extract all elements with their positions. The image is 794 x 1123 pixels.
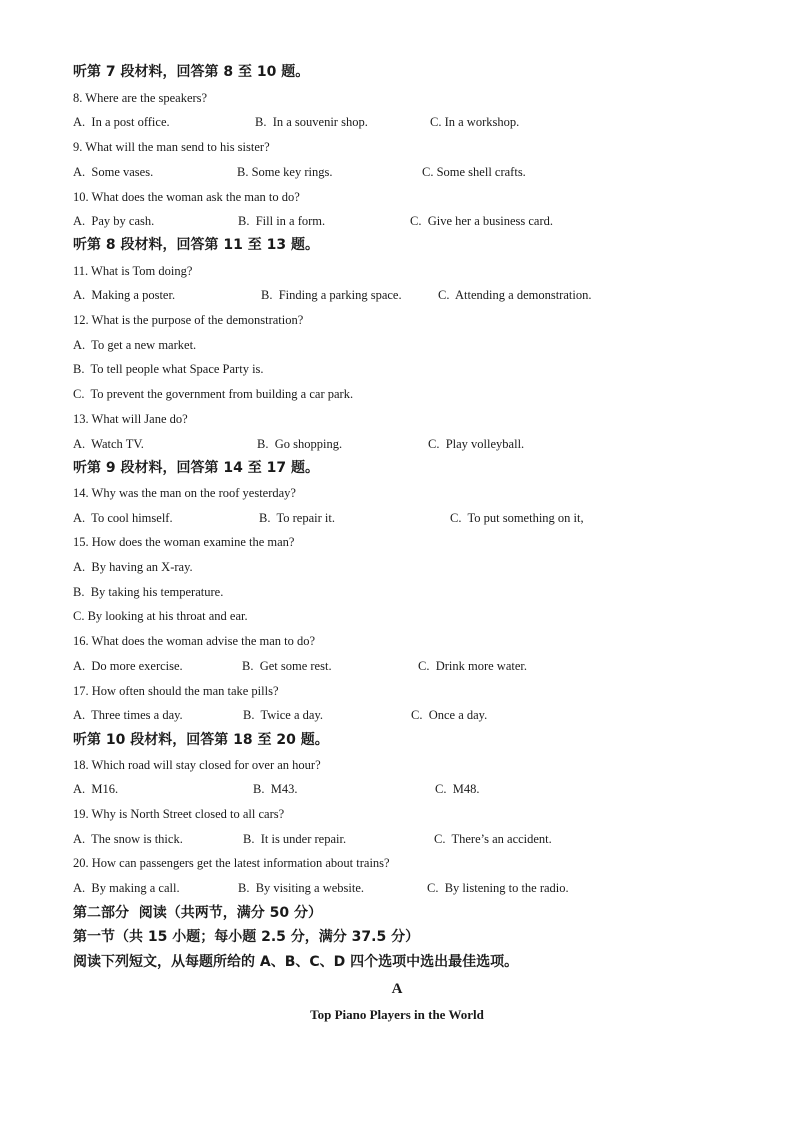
option-a: A. The snow is thick. — [73, 832, 183, 846]
option-a: A. In a post office. — [73, 115, 170, 129]
option-c: C. By listening to the radio. — [427, 881, 569, 895]
option-b: B. Fill in a form. — [238, 214, 326, 228]
question: 16. What does the woman advise the man to do? — [73, 634, 316, 648]
question: 9. What will the man send to his sister? — [73, 140, 270, 154]
section-heading: 听第 7 段材料，回答第 8 至 10 题。 — [73, 64, 310, 80]
question: 11. What is Tom doing? — [73, 264, 193, 278]
option-c: C. Some shell crafts. — [422, 165, 526, 179]
option-c: C. Once a day. — [411, 708, 488, 722]
option-b: B. In a souvenir shop. — [255, 115, 368, 129]
question: 12. What is the purpose of the demonstration? — [73, 313, 304, 327]
section-heading: 听第 9 段材料，回答第 14 至 17 题。 — [73, 460, 319, 476]
question: 14. Why was the man on the roof yesterday? — [73, 486, 296, 500]
option-c: C. Attending a demonstration. — [438, 288, 592, 302]
question: 17. How often should the man take pills? — [73, 684, 279, 698]
option-b: B. To repair it. — [259, 511, 335, 525]
option-c: C. Play volleyball. — [428, 437, 525, 451]
option-c: C. There’s an accident. — [434, 832, 552, 846]
option-c: C. Give her a business card. — [410, 214, 554, 228]
option-c: C. In a workshop. — [430, 115, 520, 129]
option-a: A. M16. — [73, 782, 119, 796]
option-a: A. By making a call. — [73, 881, 180, 895]
passage-title: Top Piano Players in the World — [310, 1007, 484, 1022]
question: 18. Which road will stay closed for over an hour? — [73, 758, 321, 772]
option-c: C. To put something on it, — [450, 511, 584, 525]
question: 15. How does the woman examine the man? — [73, 535, 295, 549]
option-a: A. To cool himself. — [73, 511, 173, 525]
section-heading: 听第 8 段材料，回答第 11 至 13 题。 — [73, 237, 319, 253]
reading-instruction: 阅读下列短文，从每题所给的 A、B、C、D 四个选项中选出最佳选项。 — [73, 954, 519, 970]
option-c: C. Drink more water. — [418, 659, 528, 673]
option-a: A. Pay by cash. — [73, 214, 155, 228]
question: 19. Why is North Street closed to all cars? — [73, 807, 285, 821]
option-c: C. M48. — [435, 782, 480, 796]
question: 20. How can passengers get the latest information about trains? — [73, 856, 390, 870]
option-b: B. By visiting a website. — [238, 881, 365, 895]
option-a: A. By having an X-ray. — [73, 560, 193, 574]
option-a: A. Making a poster. — [73, 288, 176, 302]
option-a: A. Do more exercise. — [73, 659, 183, 673]
option-b: B. It is under repair. — [243, 832, 347, 846]
option-b: B. Finding a parking space. — [261, 288, 402, 302]
passage-letter: A — [391, 981, 403, 997]
section-title: 第一节（共 15 小题；每小题 2.5 分，满分 37.5 分） — [73, 929, 420, 945]
option-b: B. Go shopping. — [257, 437, 343, 451]
part-title: 第二部分 阅读（共两节，满分 50 分） — [73, 905, 322, 921]
question: 10. What does the woman ask the man to do? — [73, 190, 300, 204]
option-b: B. Twice a day. — [243, 708, 324, 722]
option-c: C. To prevent the government from building a car park. — [73, 387, 354, 401]
option-a: A. Three times a day. — [73, 708, 183, 722]
section-heading: 听第 10 段材料，回答第 18 至 20 题。 — [73, 732, 329, 748]
option-a: A. Watch TV. — [73, 437, 144, 451]
option-a: A. To get a new market. — [73, 338, 197, 352]
option-b: B. Get some rest. — [242, 659, 332, 673]
question: 13. What will Jane do? — [73, 412, 188, 426]
option-b: B. To tell people what Space Party is. — [73, 362, 264, 376]
option-b: B. Some key rings. — [237, 165, 333, 179]
option-c: C. By looking at his throat and ear. — [73, 609, 248, 623]
question: 8. Where are the speakers? — [73, 91, 208, 105]
option-b: B. By taking his temperature. — [73, 585, 224, 599]
option-b: B. M43. — [253, 782, 298, 796]
option-a: A. Some vases. — [73, 165, 154, 179]
